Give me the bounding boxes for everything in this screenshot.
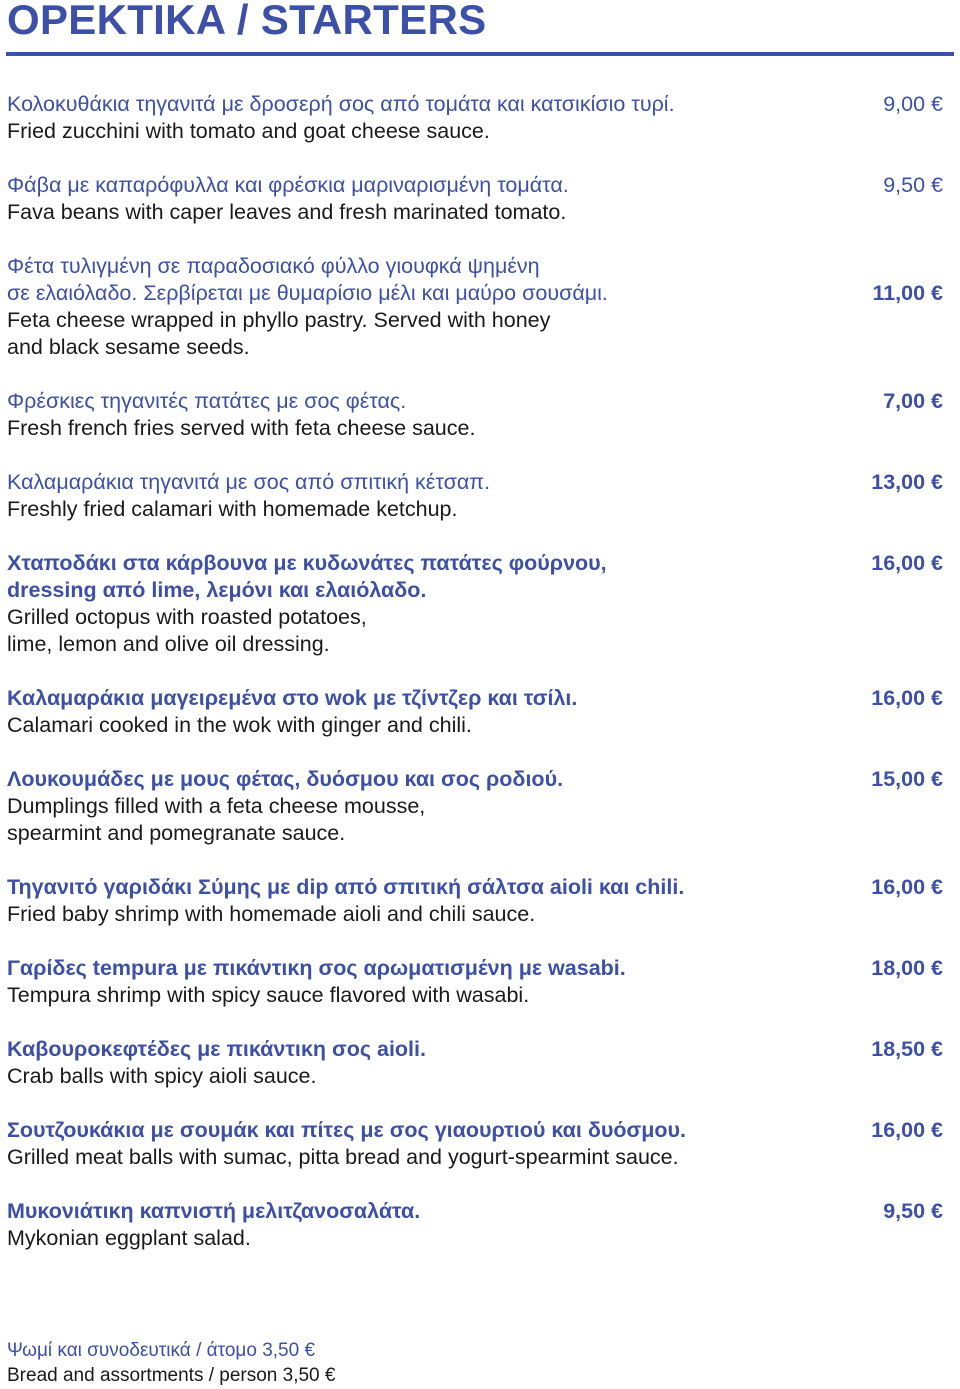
dish-name-greek: Σουτζουκάκια με σουμάκ και πίτες με σος γιαουρτιού και δυόσμου. [7, 1118, 686, 1142]
dish-price: 16,00 € [871, 686, 943, 710]
dish-name-english: Fava beans with caper leaves and fresh marinated tomato. [7, 200, 567, 224]
dish-price: 18,50 € [871, 1037, 943, 1061]
bread-note-greek: Ψωμί και συνοδευτικά / άτομο 3,50 € [7, 1340, 316, 1361]
dish-name-greek: Καβουροκεφτέδες με πικάντικη σος aioli. [7, 1037, 426, 1061]
menu-list [7, 91, 943, 1279]
dish-name-greek: Κολοκυθάκια τηγανιτά με δροσερή σος από τομάτα και κατσικίσιο τυρί. [7, 92, 675, 116]
dish-price: 16,00 € [871, 1118, 943, 1142]
dish-name-english: Fried zucchini with tomato and goat cheese sauce. [7, 119, 490, 143]
dish-name-greek: Τηγανιτό γαριδάκι Σύμης με dip από σπιτική σάλτσα aioli και chili. [7, 875, 685, 899]
dish-name-greek: Φρέσκιες τηγανιτές πατάτες με σος φέτας. [7, 389, 407, 413]
dish-price: 11,00 € [872, 281, 943, 305]
bread-note [7, 1338, 943, 1388]
dish-name-greek: Φάβα με καπαρόφυλλα και φρέσκια μαριναρισμένη τομάτα. [7, 173, 569, 197]
dish-name-greek: Καλαμαράκια τηγανιτά με σος από σπιτική κέτσαπ. [7, 470, 491, 494]
bread-note-english: Bread and assortments / person 3,50 € [7, 1365, 336, 1386]
menu-item [7, 388, 943, 442]
dish-name-english: Tempura shrimp with spicy sauce flavored with wasabi. [7, 983, 530, 1007]
menu-item [7, 550, 943, 658]
dish-name-greek: Φέτα τυλιγμένη σε παραδοσιακό φύλλο γιουφκά ψημένη σε ελαιόλαδο. Σερβίρεται με θυμαρίσιο μέλι και μαύρο σουσάμι. [7, 254, 608, 305]
dish-name-english: Fresh french fries served with feta cheese sauce. [7, 416, 476, 440]
dish-name-english: Freshly fried calamari with homemade ketchup. [7, 497, 458, 521]
menu-item [7, 1117, 943, 1171]
menu-item [7, 1198, 943, 1252]
menu-item [7, 874, 943, 928]
menu-item [7, 469, 943, 523]
menu-item [7, 1036, 943, 1090]
dish-name-greek: Μυκονιάτικη καπνιστή μελιτζανοσαλάτα. [7, 1199, 421, 1223]
dish-price: 13,00 € [871, 470, 943, 494]
dish-name-english: Crab balls with spicy aioli sauce. [7, 1064, 317, 1088]
menu-item [7, 172, 943, 226]
menu-item [7, 91, 943, 145]
dish-name-english: Feta cheese wrapped in phyllo pastry. Served with honey and black sesame seeds. [7, 308, 551, 359]
dish-name-english: Dumplings filled with a feta cheese mousse, spearmint and pomegranate sauce. [7, 794, 426, 845]
dish-name-english: Fried baby shrimp with homemade aioli and chili sauce. [7, 902, 536, 926]
dish-name-greek: Γαρίδες tempura με πικάντικη σος αρωματισμένη με wasabi. [7, 956, 626, 980]
dish-name-greek: Καλαμαράκια μαγειρεμένα στο wok με τζίντζερ και τσίλι. [7, 686, 578, 710]
dish-name-greek: Χταποδάκι στα κάρβουνα με κυδωνάτες πατάτες φούρνου, dressing από lime, λεμόνι και ελαιόλαδο. [7, 551, 607, 602]
dish-name-greek: Λουκουμάδες με μους φέτας, δυόσμου και σος ροδιού. [7, 767, 564, 791]
dish-price: 18,00 € [871, 956, 943, 980]
menu-item [7, 955, 943, 1009]
dish-price: 15,00 € [871, 767, 943, 791]
dish-price: 16,00 € [871, 551, 943, 575]
dish-price: 9,50 € [883, 173, 943, 197]
menu-item [7, 253, 943, 361]
page-title: OPEKTIKA / STARTERS [7, 0, 487, 43]
dish-name-english: Calamari cooked in the wok with ginger and chili. [7, 713, 472, 737]
dish-price: 9,50 € [883, 1199, 943, 1223]
menu-item [7, 685, 943, 739]
dish-price: 9,00 € [883, 92, 943, 116]
dish-price: 16,00 € [871, 875, 943, 899]
menu-item [7, 766, 943, 847]
dish-name-english: Grilled octopus with roasted potatoes, lime, lemon and olive oil dressing. [7, 605, 367, 656]
dish-price: 7,00 € [883, 389, 943, 413]
dish-name-english: Mykonian eggplant salad. [7, 1226, 251, 1250]
dish-name-english: Grilled meat balls with sumac, pitta bread and yogurt-spearmint sauce. [7, 1145, 679, 1169]
title-underline [6, 52, 954, 56]
